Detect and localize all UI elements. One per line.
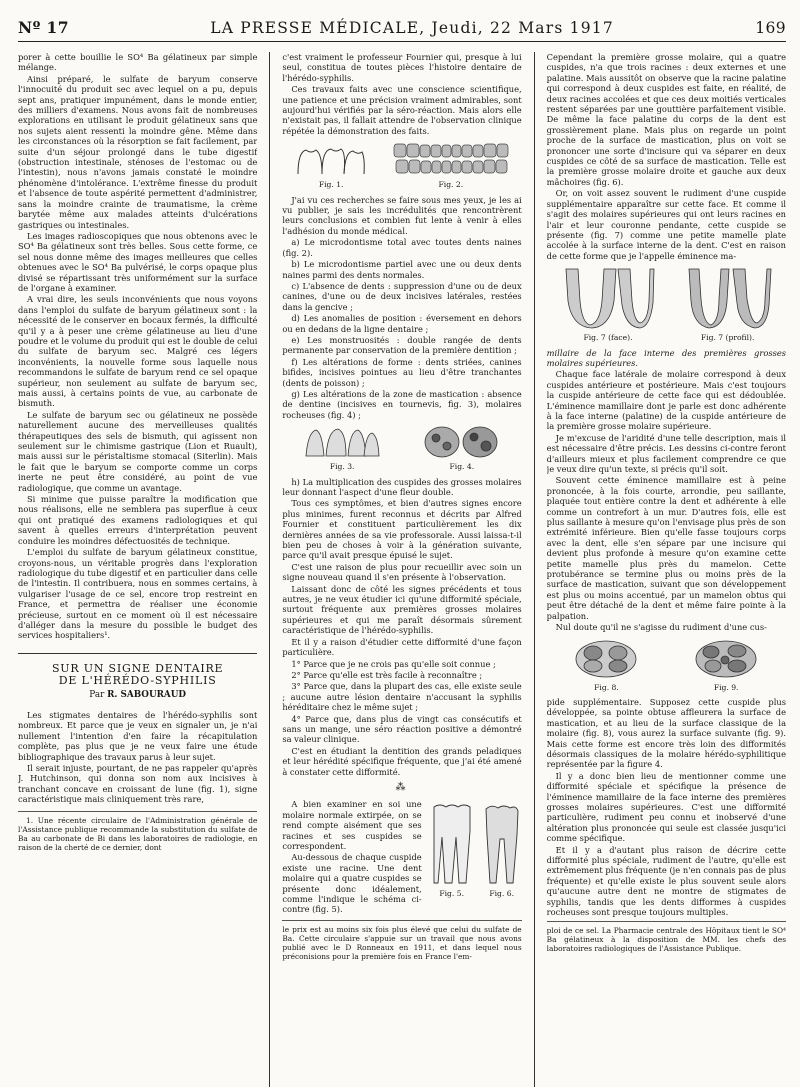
paragraph: Et il y a raison d'étudier cette difformité d'une façon particulière. [282, 636, 522, 658]
italic-paragraph [547, 348, 786, 369]
figure-8-caption: Fig. 8. [594, 682, 619, 692]
figure-row-5-6 [428, 801, 522, 899]
italic-text: millaire de la face interne des premières grosses molaires supérieures. [546, 347, 787, 368]
author-name: R. SABOURAUD [107, 689, 187, 700]
list-item: 1° Parce que je ne crois pas qu'elle soit connue ; [291, 658, 496, 669]
figure-9-caption: Fig. 9. [713, 682, 739, 692]
paragraph: Nul doute qu'il ne s'agisse du rudiment d'une cus- [555, 622, 767, 633]
incisors-illustration [294, 144, 368, 178]
byline [18, 690, 257, 700]
article-title: SUR UN SIGNE DENTAIRE [51, 661, 224, 675]
column-rule [269, 52, 270, 1087]
list-item: c) L'absence de dents : suppression d'une ou de deux canines, d'une ou de deux incisives latérales, restées dans la gencive ; [282, 280, 522, 312]
list-item: 4° Parce que, dans plus de vingt cas consécutifs et sans un mange, une séro réaction positive a démontré sa valeur clinique. [282, 713, 522, 745]
paragraph: Chaque face latérale de molaire correspond à deux cuspides antérieure et postérieure. Mais c'est toujours la cuspide antérieure de cette face qui est dédoublée. L'éminence mamillaire dont je parle est donc adhérente à la face interne (palatine) de la cuspide antérieure de la première grosse molaire supérieure. [546, 369, 787, 432]
list-item: g) Les altérations de la zone de mastication : absence de dentine (incisives en tournevis, fig. 3), molaires rocheuses (fig. 4) ; [282, 388, 522, 420]
paragraph: A bien examiner en soi une molaire normale extirpée, on se rend compte aisément que ses racines et ses cuspides se correspondent. [282, 799, 422, 851]
header-rule [18, 41, 786, 42]
list-item: 3° Parce que, dans la plupart des cas, elle existe seule ; aucune autre lésion dentaire n'accusant la syphilis héréditaire chez le même sujet ; [282, 681, 522, 713]
paragraph: Et il y a d'autant plus raison de décrire cette difformité plus spéciale, rudiment de l'autre, qu'elle est extrêmement plus fréquente (je n'en connais pas de plus fréquente) et qu'elle existe le plus souvent seule alors qu'aucune autre dent ne montre de stigmates de syphilis, tandis que les dents difformes à cuspides rocheuses sont presque toujours multiples. [546, 844, 787, 918]
list-item: f) Les altérations de forme : dents striées, canines bifides, incisives pointues au lieu d'être tranchantes (dents de poisson) ; [282, 356, 522, 388]
issue-number: Nº 17 [18, 18, 69, 37]
figure-7-face [560, 265, 656, 343]
paragraph: Au-dessous de chaque cuspide existe une racine. Une dent molaire qui a quatre cuspides se présente donc idéalement, comme l'indique le schéma ci-contre (fig. 5). [282, 852, 422, 915]
figure-3-caption: Fig. 3. [329, 462, 355, 472]
figure-8 [571, 637, 641, 693]
journal-title: LA PRESSE MÉDICALE, Jeudi, 22 Mars 1917 [210, 19, 614, 37]
list-item: b) Le microdontisme partiel avec une ou deux dents naines parmi des dents normales. [282, 259, 522, 280]
footnote: 1. Une récente circulaire de l'Administration générale de l'Assistance publique recommande la substitution du sulfate de Ba au carbonate de Bi dans les laboratoires de radiologie, en raison de la cherté de ce dernier, dont [18, 811, 257, 852]
paragraph: C'est en étudiant la dentition des grands peladiques et leur hérédité spécifique fréquente, que j'ai été amené à constater cette difformité. [282, 745, 522, 777]
column-1 [18, 52, 257, 1087]
figure-6 [482, 801, 522, 899]
screwdriver-incisors-illustration [302, 426, 382, 460]
paragraph: Les stigmates dentaires de l'hérédo-syphilis sont nombreux. Et parce que je veux en signaler un, je n'ai nullement l'intention d'en faire la récapitulation complète, pas plus que je ne veux faire une étude bibliographique des travaux parus à leur sujet. [18, 709, 258, 762]
figure-4-caption: Fig. 4. [449, 462, 475, 472]
figure-1 [294, 144, 368, 190]
figure-7-profile-caption: Fig. 7 (profil). [700, 333, 755, 343]
section-stars: ⁂ [395, 781, 409, 793]
paragraph: C'est une raison de plus pour recueillir avec soin un signe nouveau quand il s'en présente à l'observation. [282, 561, 522, 583]
rocky-molars-illustration [422, 424, 502, 460]
columns [18, 52, 786, 1087]
paragraph: Ces travaux faits avec une conscience scientifique, une patience et une précision vraiment admirables, sont aujourd'hui vérifiés par la séro-réaction. Mais alors elle n'existait pas, il fallait attendre de l'observation clinique répétée la démonstration des faits. [282, 84, 522, 136]
figure-row-7 [547, 265, 786, 343]
figure-7-profile [683, 265, 773, 343]
figure-2-caption: Fig. 2. [438, 180, 464, 190]
paragraph: pide supplémentaire. Supposez cette cuspide plus développée, sa pointe obtuse affleurera la surface de mastication, et au lieu de la surface classique de la molaire (fig. 8), vous aurez la surface suivante (fig. 9). Mais cette forme est encore très loin des difformités désormais classiques de la molaire hérédo-syphilitique représentée par la figure 4. [546, 696, 787, 770]
paragraph: J'ai vu ces recherches se faire sous mes yeux, je les ai vu publier, je sais les incrédulités que rencontrèrent leurs conclusions et combien fut lente à venir à elles l'adhésion du monde médical. [282, 194, 522, 236]
figure-6-caption: Fig. 6. [489, 889, 514, 899]
paragraph: L'emploi du sulfate de baryum gélatineux constitue, croyons-nous, un véritable progrès dans l'exploration radiologique du tube digestif et en particulier dans celle de l'intestin. Il contribuera, nous en sommes certains, à vulgariser l'usage de ce sel, encore trop restreint en France, et permettra de réaliser une économie précieuse, surtout en ce moment où il est nécessaire d'alléger dans la mesure du possible le budget des services hospitaliers¹. [18, 547, 258, 641]
paragraph: Cependant la première grosse molaire, qui a quatre cuspides, n'a que trois racines : deux externes et une palatine. Mais aussitôt on observe que la racine palatine qui correspond à deux cuspides est faite, en réalité, de deux racines accolées et que ces deux moitiés verticales restent séparées par une gouttière parfaitement visible. De même la face palatine du corps de la dent est grossièrement plane. Mais plus on regarde un point proche de la surface de mastication, plus on voit se prononcer une sorte d'incisure qui va séparer en deux cuspides ce côté de sa surface de mastication. Telle est la première grosse molaire droite et gauche aux deux mâchoires (fig. 6). [546, 52, 787, 187]
list-item: e) Les monstruosités : double rangée de dents permanente par conservation de la première dentition ; [282, 334, 522, 356]
molar-face-illustration [560, 265, 656, 331]
figure-3 [302, 426, 382, 472]
section-divider [18, 653, 257, 654]
paragraph: A vrai dire, les seuls inconvénients que nous voyons dans l'emploi du sulfate de baryum gélatineux sont : la nécessité de le conserver en bocaux fermés, la difficulté qu'il y a à peser une crème gélatineuse au lieu d'une poudre et le volume du produit qui est le double de celui du sulfate de baryum sec. Malgré ces légers inconvénients, la nouvelle forme sous laquelle nous recommandons le sulfate de baryum rend ce sel opaque supérieur, non seulement au sulfate de baryum sec, mais aussi, à certains points de vue, au carbonate de bismuth. [18, 294, 258, 409]
page-header [18, 18, 786, 37]
figure-1-caption: Fig. 1. [318, 180, 344, 190]
paragraph: Il serait injuste, pourtant, de ne pas rappeler qu'après J. Hutchinson, qui donna son nom aux incisives à tranchant concave en croissant de lune (fig. 1), signe caractéristique mais cliniquement très rare, [18, 763, 258, 805]
figure-row-1-2 [282, 140, 521, 190]
figure-9 [691, 637, 761, 693]
paragraph: Il y a donc bien lieu de mentionner comme une difformité spéciale et spécifique la présence de l'éminence mamillaire de la face interne des premières grosses molaires supérieures. C'est une difformité particulière, rudiment peu connu et inobservé d'une altération plus prononcée qui seule est classée jusqu'ici comme spécifique. [546, 770, 787, 844]
molar-extra-cusp-illustration [691, 637, 761, 681]
paragraph: Le sulfate de baryum sec ou gélatineux ne possède naturellement aucune des merveilleuses qualités thérapeutiques des sels de bismuth, qui agissent non seulement sur le chimisme gastrique (Lion et Ruault), mais aussi sur le péristaltisme stomacal (Siterlin). Mais le fait que le baryum se comporte comme un corps inerte ne peut être considéré, au point de vue radiologique, que comme un avantage. [18, 409, 258, 493]
figure-row-8-9 [547, 637, 786, 693]
article-title-2: DE L'HÉRÉDO-SYPHILIS [58, 674, 217, 688]
molar-schema-illustration [428, 801, 476, 887]
paragraph: Je m'excuse de l'aridité d'une telle description, mais il est nécessaire d'être précis. Les dessins ci-contre feront d'ailleurs mieux et plus facilement comprendre ce que je veux dire qu'un texte, si précis qu'il soit. [546, 432, 787, 474]
paragraph: Ainsi préparé, le sulfate de baryum conserve l'innocuité du produit sec avec lequel on a pu, depuis sept ans, pratiquer impunément, dans le monde entier, des milliers d'examens. Nous avons fait de nombreuses explorations en utilisant le produit gélatineux sans que nos sujets aient ressenti la moindre gêne. Même dans les circonstances où la résorption se fait facilement, par suite d'un séjour prolongé dans le tube digestif (obstruction intestinale, sténoses de l'estomac ou de l'intestin), nous n'avons jamais constaté le moindre phénomène d'intolérance. L'extrême finesse du produit et l'absence de toute aspérité permettent d'administrer, sans la moindre crainte de traumatisme, la crème barytée même aux malades atteints d'ulcérations gastriques ou intestinales. [18, 73, 258, 230]
paragraph: Si minime que puisse paraître la modification que nous réalisons, elle ne semblera pas superflue à ceux qui ont pratiqué des examens radiologiques et qui savent à quelles erreurs d'interprétation peuvent conduire les moindres défectuosités de technique. [18, 494, 258, 546]
molar-surface-illustration [571, 637, 641, 681]
list-item: a) Le microdontisme total avec toutes dents naines (fig. 2). [282, 237, 522, 258]
paragraph: Souvent cette éminence mamillaire est à peine prononcée, à la fois courte, arrondie, peu saillante, plaquée tout entière contre la dent et adhérente à elle comme un contrefort à un mur. D'autres fois, elle est plus saillante à mesure qu'on l'envisage plus près de son extrémité inférieure. Bien qu'elle fasse toujours corps avec la dent, elle s'en sépare par une incisure qui devient plus profonde à mesure qu'on examine cette petite mamelle plus près du mamelon. Cette protubérance se termine plus ou moins près de la surface de mastication, suivant que son développement est plus ou moins accentué, par un mamelon obtus qui peut être détaché de la dent et même faire pointe à la palpation. [546, 475, 787, 621]
paragraph: h) La multiplication des cuspides des grosses molaires leur donnant l'aspect d'une fleur double. [282, 476, 522, 497]
dental-arch-illustration [392, 140, 510, 178]
list-item: 2° Parce qu'elle est très facile à reconnaître ; [291, 669, 483, 680]
figure-7-face-caption: Fig. 7 (face). [583, 333, 633, 343]
figure-2 [392, 140, 510, 190]
footnote-continued: le prix est au moins six fois plus élevé que celui du sulfate de Ba. Cette circulaire s'appuie sur un travail que nous avons publié avec le D Ronneaux en 1911, et dans lequel nous préconisions pour la première fois en France l'em- [282, 920, 521, 961]
paragraph: Les images radioscopiques que nous obtenons avec le SO⁴ Ba gélatineux sont très belles. Sous cette forme, ce sel nous donne même des images meilleures que celles obtenues avec le SO⁴ Ba pulvérisé, le corps opaque plus divisé se répartissant très uniformément sur la surface de l'organe à examiner. [18, 230, 258, 293]
column-rule [534, 52, 535, 1087]
figure-4 [422, 424, 502, 472]
column-2 [282, 52, 521, 1087]
figure-5-caption: Fig. 5. [439, 889, 464, 899]
page-number: 169 [755, 19, 786, 37]
molar-profile-illustration [683, 265, 773, 331]
paragraph: Or, on voit assez souvent le rudiment d'une cuspide supplémentaire apparaître sur cette face. Et comme il s'agit des molaires supérieures qui ont leurs racines en l'air et leur couronne pendante, cette cuspide se présente (fig. 7) comme une petite mamelle plate accolée à la surface interne de la dent. C'est en raison de cette forme que je l'appelle éminence ma- [546, 188, 787, 261]
column-3 [547, 52, 786, 1087]
paragraph: Tous ces symptômes, et bien d'autres signes encore plus minimes, furent reconnus et décrits par Alfred Fournier et constituent particulièrement les dix dernières années de sa vie professorale. Aussi laissa-t-il bien peu de choses à voir à la génération suivante, parce qu'il avait presque épuisé le sujet. [282, 498, 522, 561]
first-molar-illustration [482, 801, 522, 887]
footnote-continued: ploi de ce sel. La Pharmacie centrale des Hôpitaux tient le SO⁴ Ba gélatineux à la disposition de MM. les chefs des laboratoires radiologiques de l'Assistance Publique. [547, 921, 786, 953]
byline-prefix: Par [89, 689, 105, 700]
list-item: d) Les anomalies de position : éversement en dehors ou en dedans de la ligne dentaire ; [282, 313, 522, 334]
paragraph: Laissant donc de côté les signes précédents et tous autres, je ne veux étudier ici qu'une difformité spéciale, surtout fréquente aux premières grosses molaires supérieures et qui me paraît désormais sûrement caractéristique de l'hérédo-syphilis. [282, 583, 522, 636]
paragraph: porer à cette bouillie le SO⁴ Ba gélatineux par simple mélange. [18, 52, 258, 73]
figure-row-3-4 [282, 424, 521, 472]
figure-5 [428, 801, 476, 899]
paragraph: c'est vraiment le professeur Fournier qui, presque à lui seul, constitua de toutes pièces l'histoire dentaire de l'hérédo-syphilis. [282, 52, 522, 83]
